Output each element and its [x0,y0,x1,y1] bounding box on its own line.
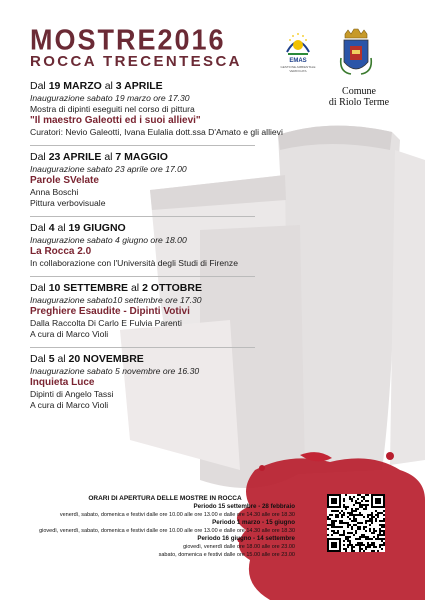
date-prefix: Dal [30,353,49,365]
event-date [30,353,310,366]
event-title: La Rocca 2.0 [30,246,92,257]
event-inauguration: Inaugurazione sabato10 settembre ore 17.30 [30,295,202,305]
event-pre-line: Mostra di dipinti eseguiti nel corso di pittura [30,104,195,114]
date-mid: al [54,353,69,365]
event-detail: A cura di Marco Violi [30,400,109,410]
event-item [30,353,310,411]
header [30,26,242,70]
event-inauguration: Inaugurazione sabato 23 aprile ore 17.00 [30,164,187,174]
event-detail: A cura di Marco Violi [30,329,109,339]
date-start: 19 MARZO [48,80,102,92]
comune-line2: di Riolo Terme [328,97,390,108]
date-prefix: Dal [30,282,49,294]
divider [30,347,255,348]
crest-icon [339,28,373,78]
event-detail: Dalla Raccolta Di Carlo E Fulvia Parenti [30,318,182,328]
divider [30,276,255,277]
event-inauguration: Inaugurazione sabato 4 giugno ore 18.00 [30,235,187,245]
event-date [30,80,310,93]
event-inauguration: Inaugurazione sabato 5 novembre ore 16.30 [30,366,200,376]
date-end: 20 NOVEMBRE [68,353,144,365]
comune-line1: Comune [342,86,376,97]
date-start: 4 [48,222,55,234]
event-title: "Il maestro Galeotti ed i suoi allievi" [30,115,201,126]
comune-label [319,86,399,108]
qr-code-icon[interactable] [327,494,385,552]
hours-period: Periodo 15 settembre - 28 febbraio [193,503,295,510]
hours-days: giovedì, venerdì, sabato, domenica e festivi dalle ore 10.00 alle ore 13.00 e dalle ore 14.30 alle ore 18.30 [39,528,295,534]
date-prefix: Dal [30,80,49,92]
event-detail: In collaborazione con l'Università degli Studi di Firenze [30,258,238,268]
date-prefix: Dal [30,151,49,163]
event-date [30,151,310,164]
events-list [30,80,310,411]
divider [30,145,255,146]
date-start: 5 [48,353,55,365]
date-mid: al [101,80,116,92]
page-title: MOSTRE2016 [30,24,226,56]
date-mid: al [101,151,116,163]
date-mid: al [54,222,69,234]
event-item [30,222,310,269]
emas-label: EMAS [289,58,307,64]
event-inauguration: Inaugurazione sabato 19 marzo ore 17.30 [30,93,190,103]
date-mid: al [128,282,143,294]
event-title: Inquieta Luce [30,377,95,388]
hours-period: Periodo 16 giugno - 14 settembre [197,535,295,542]
emas-sub: GESTIONE AMBIENTALE VERIFICATA [280,65,316,73]
event-detail: Anna Boschi [30,187,79,197]
date-end: 7 MAGGIO [115,151,168,163]
hours-title: ORARI DI APERTURA DELLE MOSTRE IN ROCCA [88,495,242,502]
hours-days: venerdì, sabato, domenica e festivi dalle ore 10.00 alle ore 13.00 e dalle ore 14.30 alle ore 18.30 [59,512,295,518]
hours-days: sabato, domenica e festivi dalle ore 15.00 alle ore 23.00 [158,552,295,558]
divider [30,216,255,217]
date-end: 3 APRILE [115,80,163,92]
date-start: 10 SETTEMBRE [48,282,129,294]
event-detail: Dipinti di Angelo Tassi [30,389,114,399]
event-title: Parole SVelate [30,175,99,186]
event-date [30,282,310,295]
date-end: 19 GIUGNO [68,222,126,234]
hours-days: giovedì, venerdì dalle ore 18.00 alle ore 23.00 [183,544,295,550]
page-subtitle: ROCCA TRECENTESCA [30,53,242,70]
event-date [30,222,310,235]
event-item [30,282,310,340]
event-detail: Pittura verbovisuale [30,198,106,208]
event-title: Preghiere Esaudite - Dipinti Votivi [30,306,190,317]
event-item [30,151,310,209]
event-item [30,80,310,138]
event-detail: Curatori: Nevio Galeotti, Ivana Eulalia dott.ssa D'Amato e gli allievi [30,127,283,137]
date-start: 23 APRILE [48,151,102,163]
date-end: 2 OTTOBRE [142,282,202,294]
hours-period: Periodo 1 marzo - 15 giugno [212,519,295,526]
date-prefix: Dal [30,222,49,234]
opening-hours [0,494,295,559]
